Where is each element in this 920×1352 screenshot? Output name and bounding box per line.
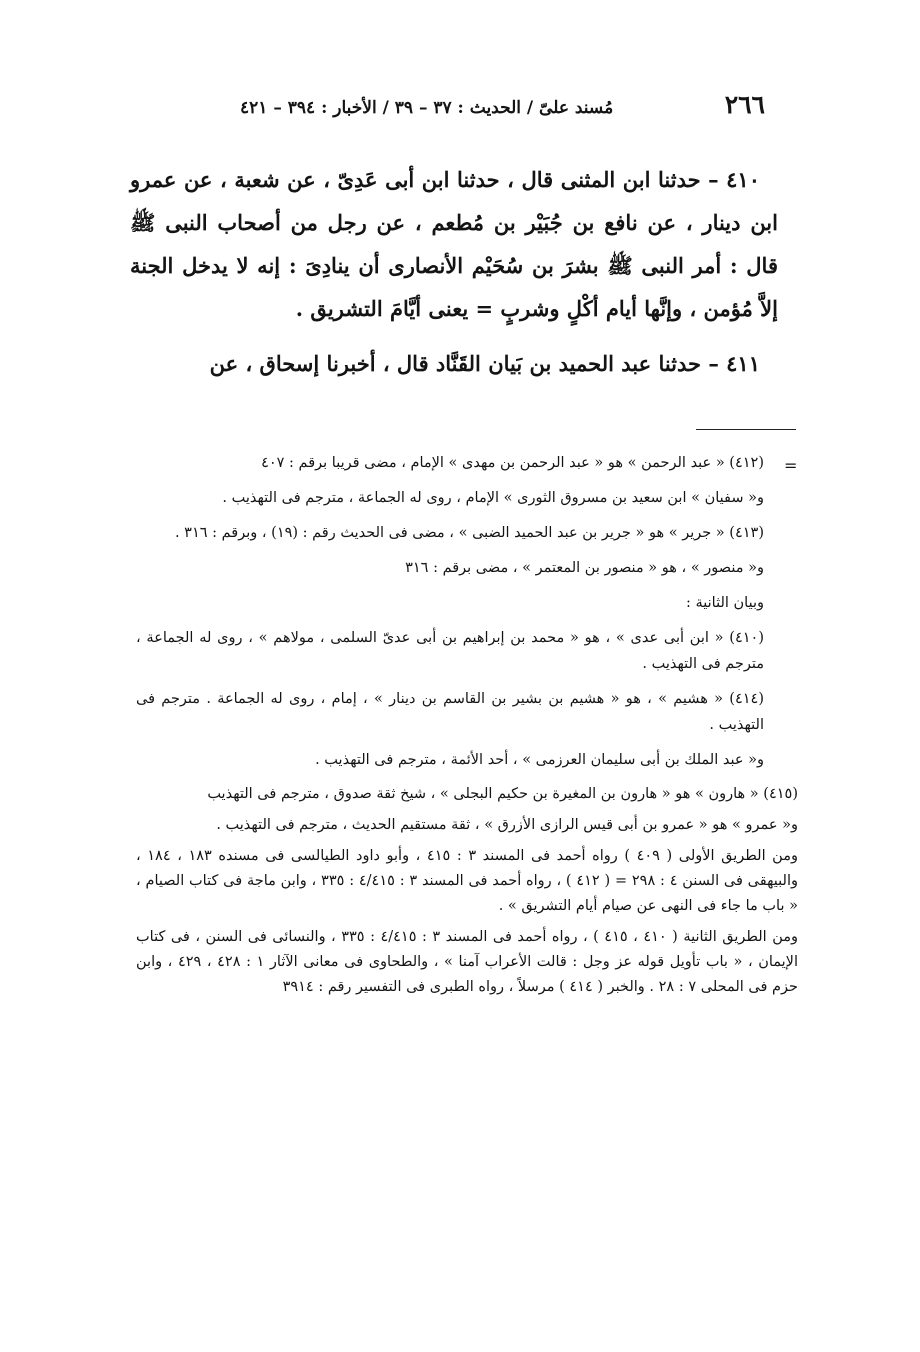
hadith-411: ٤١١ – حدثنا عبد الحميد بن بَيان القَنَّاد قال ، أخبرنا إسحاق ، عن xyxy=(209,351,760,376)
footnote-410: (٤١٠) « ابن أبى عدى » ، هو « محمد بن إبراهيم بن أبى عدىّ السلمى ، مولاهم » ، روى له الجماعة ، مترجم فى التهذيب . xyxy=(136,630,764,672)
continuation-mark: = xyxy=(784,456,798,475)
main-text xyxy=(130,158,778,385)
page-number: ٢٦٦ xyxy=(724,90,765,119)
running-header xyxy=(150,90,765,130)
footnote-second-chain-heading: وبيان الثانية : xyxy=(685,595,764,611)
footnote-412: (٤١٢) « عبد الرحمن » هو « عبد الرحمن بن مهدى » الإمام ، مضى قريبا برقم : ٤٠٧ xyxy=(261,455,764,471)
footnote-divider xyxy=(696,429,796,430)
footnote-first-chain: ومن الطريق الأولى ( ٤٠٩ ) رواه أحمد فى المسند ٣ : ٤١٥ ، وأبو داود الطيالسى فى مسنده ١٨٣ ، ١٨٤ ، والبيهقى فى السنن ٤ : ٢٩٨ = ( ٤١٢ ) ، رواه أحمد فى المسند ٣ : ٤/٤١٥ : ٣٣٥ ، وابن ماجة فى كتاب الصيام ، « باب ما جاء فى النهى عن صيام أيام التشريق » . xyxy=(136,848,798,914)
footnotes xyxy=(136,450,798,1006)
footnote-abd-al-malik: و« عبد الملك بن أبى سليمان العرزمى » ، أحد الأئمة ، مترجم فى التهذيب . xyxy=(315,752,764,768)
running-head-title: مُسند علىّ / الحديث : ٣٧ – ٣٩ / الأخبار : ٣٩٤ – ٤٢١ xyxy=(240,98,614,118)
footnote-mansur: و« منصور » ، هو « منصور بن المعتمر » ، مضى برقم : ٣١٦ xyxy=(405,560,764,576)
footnote-amr: و« عمرو » هو « عمرو بن أبى قيس الرازى الأزرق » ، ثقة مستقيم الحديث ، مترجم فى التهذيب . xyxy=(216,817,798,833)
footnote-414: (٤١٤) « هشيم » ، هو « هشيم بن بشير بن القاسم بن دينار » ، إمام ، روى له الجماعة . مترجم فى التهذيب . xyxy=(136,691,764,733)
footnote-413: (٤١٣) « جرير » هو « جرير بن عبد الحميد الضبى » ، مضى فى الحديث رقم : (١٩) ، وبرقم : ٣١٦ . xyxy=(174,525,764,541)
footnote-sufyan: و« سفيان » ابن سعيد بن مسروق الثورى » الإمام ، روى له الجماعة ، مترجم فى التهذيب . xyxy=(222,490,764,506)
footnote-second-chain: ومن الطريق الثانية ( ٤١٠ ، ٤١٥ ) ، رواه أحمد فى المسند ٣ : ٤/٤١٥ : ٣٣٥ ، والنسائى فى السنن ، فى كتاب الإيمان ، « باب تأويل قوله عز وجل : قالت الأعراب آمنا » ، والطحاوى فى معانى الآثار ١ : ٤٢٨ ، ٤٢٩ ، وابن حزم فى المحلى ٧ : ٢٨ . والخبر ( ٤١٤ ) مرسلاً ، رواه الطبرى فى التفسير رقم : ٣٩١٤ xyxy=(136,929,798,995)
hadith-410: ٤١٠ – حدثنا ابن المثنى قال ، حدثنا ابن أبى عَدِىّ ، عن شعبة ، عن عمرو ابن دينار ، عن نافع بن جُبَيْر بن مُطعم ، عن رجل من أصحاب النبى ﷺ قال : أمر النبى ﷺ بشرَ بن سُحَيْم الأنصارى أن ينادِىَ : إنه لا يدخل الجنة إلاَّ مُؤمن ، وإنَّها أيام أكْلٍ وشربٍ = يعنى أيَّامَ التشريق . xyxy=(130,167,778,321)
footnote-415: (٤١٥) « هارون » هو « هارون بن المغيرة بن حكيم البجلى » ، شيخ ثقة صدوق ، مترجم فى التهذيب xyxy=(207,786,798,802)
